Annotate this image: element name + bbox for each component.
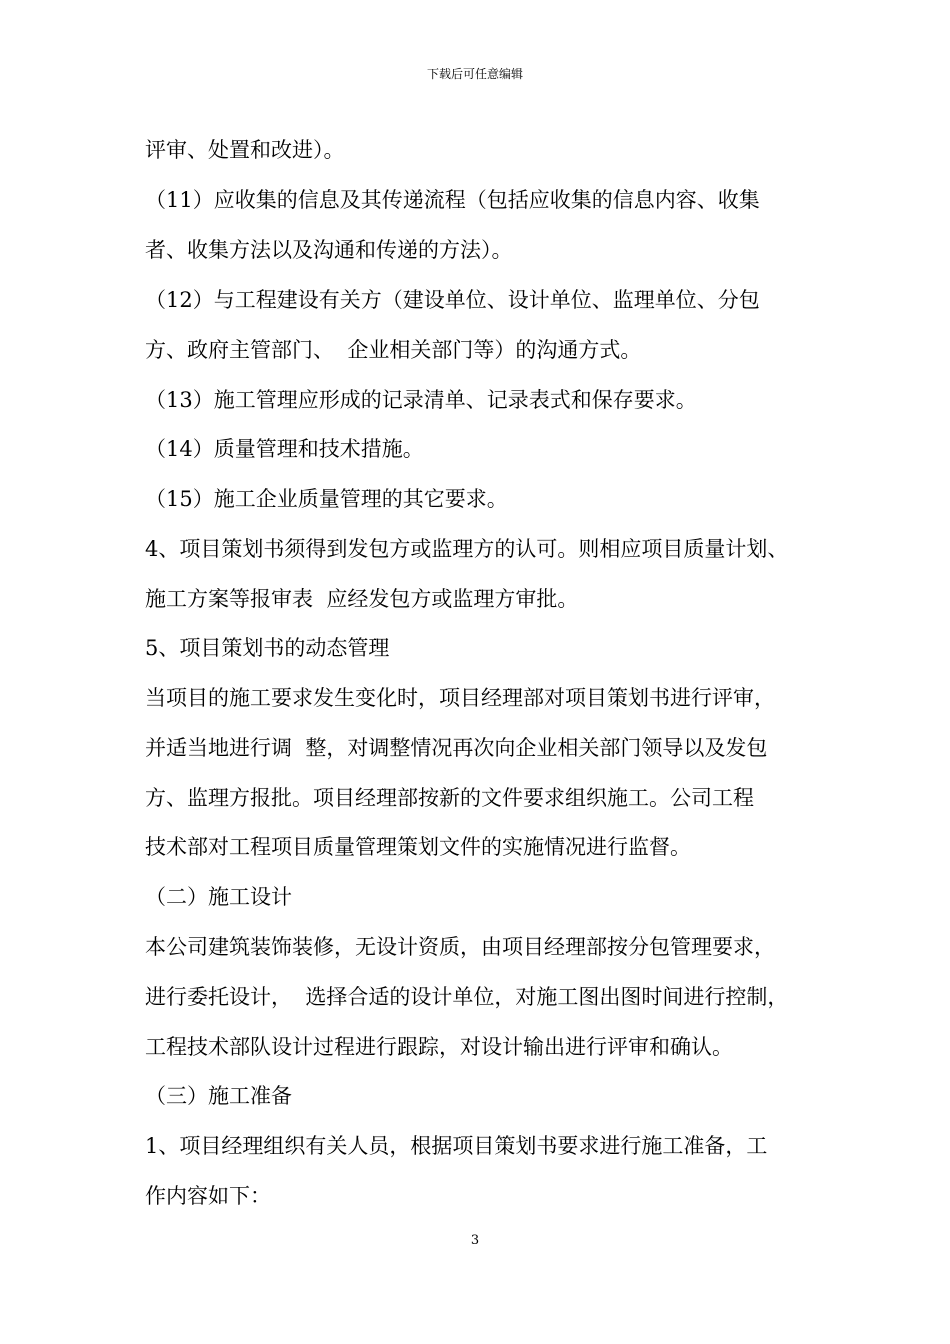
text-line: 作内容如下： (145, 1184, 271, 1208)
text-line: 方、政府主管部门、 企业相关部门等）的沟通方式。 (145, 338, 642, 362)
page-header: 下载后可任意编辑 (426, 67, 523, 81)
text-line: 施工方案等报审表 应经发包方或监理方审批。 (145, 587, 579, 611)
section-heading: （二）施工设计 (145, 885, 292, 909)
section-heading: （三）施工准备 (145, 1084, 292, 1108)
text-line: 进行委托设计， 选择合适的设计单位，对施工图出图时间进行控制， (145, 985, 789, 1009)
text-line: 并适当地进行调 整，对调整情况再次向企业相关部门领导以及发包 (145, 736, 768, 760)
text-line: 4、项目策划书须得到发包方或监理方的认可。则相应项目质量计划、 (145, 537, 789, 561)
text-line: （13）施工管理应形成的记录清单、记录表式和保存要求。 (145, 388, 697, 412)
text-line: （14）质量管理和技术措施。 (145, 437, 424, 461)
text-line: 者、收集方法以及沟通和传递的方法）。 (145, 238, 513, 262)
section-heading: 5、项目策划书的动态管理 (145, 636, 390, 660)
text-line: 1、项目经理组织有关人员，根据项目策划书要求进行施工准备，工 (145, 1134, 768, 1158)
text-line: 方、监理方报批。项目经理部按新的文件要求组织施工。公司工程 (145, 786, 754, 810)
text-line: 当项目的施工要求发生变化时，项目经理部对项目策划书进行评审， (145, 686, 775, 710)
text-line: 评审、处置和改进）。 (145, 138, 345, 162)
text-line: 工程技术部队设计过程进行跟踪，对设计输出进行评审和确认。 (145, 1035, 733, 1059)
text-line: （11）应收集的信息及其传递流程（包括应收集的信息内容、收集 (145, 188, 760, 212)
text-line: （15）施工企业质量管理的其它要求。 (145, 487, 508, 511)
text-line: 技术部对工程项目质量管理策划文件的实施情况进行监督。 (145, 835, 691, 859)
page-number: 3 (470, 1233, 480, 1248)
text-line: 本公司建筑装饰装修，无设计资质，由项目经理部按分包管理要求， (145, 935, 775, 959)
text-line: （12）与工程建设有关方（建设单位、设计单位、监理单位、分包 (145, 288, 760, 312)
